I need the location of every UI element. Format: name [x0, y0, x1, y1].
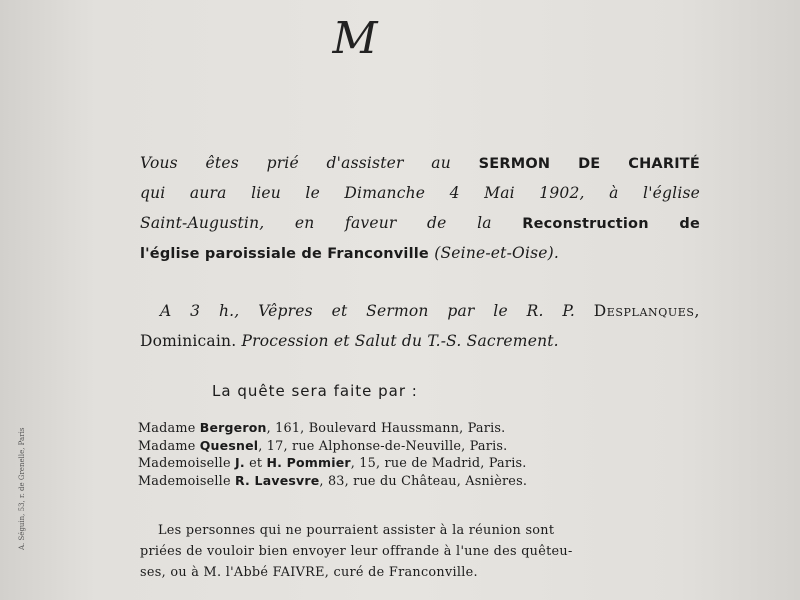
- note-line-2: priées de vouloir bien envoyer leur offrande à l'une des quêteu-: [140, 544, 573, 559]
- collector-name: H. Pommier: [266, 455, 351, 470]
- note-line-3: ses, ou à M. l'Abbé FAIVRE, curé de Franconville.: [140, 565, 478, 580]
- collector-conjunction: et: [244, 456, 267, 471]
- collector-title: Mademoiselle: [138, 473, 235, 489]
- invitation-line-1: [140, 148, 700, 178]
- reconstruction-label: Reconstruction de: [522, 216, 701, 232]
- schedule-paragraph: [140, 296, 700, 356]
- collector-name: R. Lavesvre: [235, 472, 320, 488]
- invitation-line-4: [140, 238, 700, 268]
- collector-address: , 15, rue de Madrid, Paris.: [350, 456, 527, 471]
- collector-title: Mademoiselle: [138, 456, 235, 471]
- procession-text: Procession et Salut du T.-S. Sacrement.: [241, 332, 559, 350]
- note-paragraph: [140, 520, 700, 583]
- order-name: Dominicain.: [140, 332, 242, 350]
- collector-row: [138, 437, 658, 455]
- collector-name: Bergeron: [199, 420, 267, 435]
- quete-heading: La quête sera faite par :: [212, 382, 418, 400]
- invitation-text: Saint-Augustin, en faveur de la: [140, 214, 523, 232]
- collector-address: , 83, rue du Château, Asnières.: [319, 473, 528, 489]
- collectors-list: [138, 419, 658, 489]
- invitation-line-2: qui aura lieu le Dimanche 4 Mai 1902, à l'église: [140, 184, 700, 202]
- invitation-text: Vous êtes prié d'assister au: [140, 154, 479, 172]
- collector-row: [138, 454, 658, 472]
- note-line-1: Les personnes qui ne pourraient assister à la réunion sont: [158, 523, 555, 538]
- collector-row: [138, 472, 658, 490]
- schedule-text: A 3 h., Vêpres et Sermon par le R. P.: [160, 302, 594, 320]
- invitation-paragraph: [140, 148, 700, 268]
- monogram: M: [332, 13, 378, 64]
- collector-address: , 161, Boulevard Haussmann, Paris.: [266, 421, 506, 436]
- department: (Seine-et-Oise).: [434, 244, 560, 262]
- printer-mark: A. Séguin, 53, r. de Grenelle, Paris: [18, 427, 26, 550]
- church-name: l'église paroissiale de Franconville: [140, 246, 435, 262]
- collector-title: Madame: [138, 421, 200, 436]
- schedule-line-2: [140, 326, 700, 356]
- collector-title: Madame: [138, 438, 200, 454]
- collector-name: J.: [235, 455, 245, 470]
- collector-address: , 17, rue Alphonse-de-Neuville, Paris.: [258, 438, 508, 454]
- preacher-name: Desplanques,: [593, 302, 700, 320]
- collector-name: Quesnel: [199, 437, 259, 453]
- invitation-line-3: [140, 208, 700, 238]
- sermon-title: SERMON DE CHARITÉ: [478, 156, 700, 172]
- schedule-line-1: [140, 296, 700, 326]
- collector-row: [138, 419, 658, 437]
